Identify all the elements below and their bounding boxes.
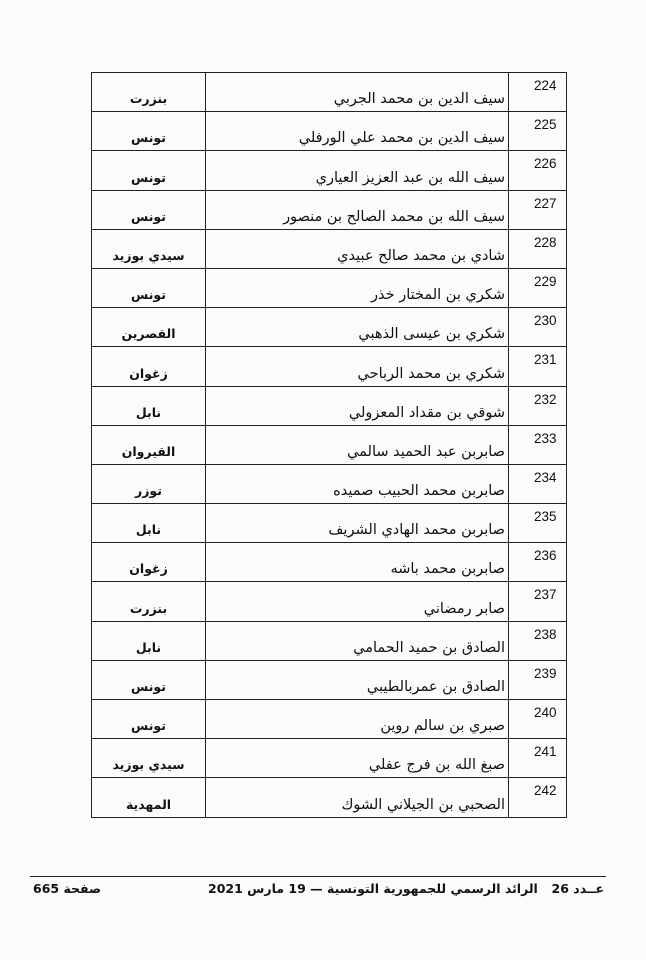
- table-row: [92, 543, 567, 582]
- number-cell: 229: [509, 268, 567, 307]
- number-cell: 235: [509, 504, 567, 543]
- names-table: [91, 72, 567, 818]
- name-cell: شكري بن عيسى الذهبي: [206, 308, 509, 347]
- governorate-cell: سيدي بوزيد: [92, 739, 206, 778]
- governorate-cell: نابل: [92, 621, 206, 660]
- governorate-cell: بنزرت: [92, 582, 206, 621]
- number-cell: 226: [509, 151, 567, 190]
- names-table-body: [92, 73, 567, 818]
- governorate-cell: القصرين: [92, 308, 206, 347]
- number-cell: 233: [509, 425, 567, 464]
- table-row: [92, 660, 567, 699]
- footer-journal-title: الرائد الرسمي للجمهورية التونسية — 19 مارس 2021: [208, 881, 538, 896]
- name-cell: صابر رمضاني: [206, 582, 509, 621]
- number-cell: 231: [509, 347, 567, 386]
- table-row: [92, 347, 567, 386]
- table-row: [92, 504, 567, 543]
- table-row: [92, 778, 567, 817]
- governorate-cell: تونس: [92, 112, 206, 151]
- governorate-cell: توزر: [92, 464, 206, 503]
- governorate-cell: تونس: [92, 660, 206, 699]
- name-cell: سيف الدين بن محمد الجربي: [206, 73, 509, 112]
- name-cell: صبري بن سالم روين: [206, 700, 509, 739]
- table-row: [92, 308, 567, 347]
- name-cell: الصادق بن حميد الحمامي: [206, 621, 509, 660]
- table-row: [92, 229, 567, 268]
- governorate-cell: تونس: [92, 190, 206, 229]
- number-cell: 230: [509, 308, 567, 347]
- governorate-cell: تونس: [92, 151, 206, 190]
- number-cell: 227: [509, 190, 567, 229]
- number-cell: 239: [509, 660, 567, 699]
- governorate-cell: زغوان: [92, 347, 206, 386]
- table-row: [92, 190, 567, 229]
- governorate-cell: سيدي بوزيد: [92, 229, 206, 268]
- table-row: [92, 621, 567, 660]
- governorate-cell: بنزرت: [92, 73, 206, 112]
- governorate-cell: تونس: [92, 268, 206, 307]
- number-cell: 242: [509, 778, 567, 817]
- name-cell: صابربن محمد باشه: [206, 543, 509, 582]
- name-cell: الصحبي بن الجيلاني الشوك: [206, 778, 509, 817]
- table-row: [92, 73, 567, 112]
- table-row: [92, 582, 567, 621]
- footer-issue-number: عــدد 26: [551, 881, 604, 896]
- name-cell: شادي بن محمد صالح عبيدي: [206, 229, 509, 268]
- governorate-cell: تونس: [92, 700, 206, 739]
- number-cell: 237: [509, 582, 567, 621]
- number-cell: 238: [509, 621, 567, 660]
- table-row: [92, 386, 567, 425]
- name-cell: صابربن عبد الحميد سالمي: [206, 425, 509, 464]
- governorate-cell: نابل: [92, 386, 206, 425]
- number-cell: 236: [509, 543, 567, 582]
- number-cell: 228: [509, 229, 567, 268]
- table-row: [92, 112, 567, 151]
- table-row: [92, 464, 567, 503]
- table-row: [92, 151, 567, 190]
- table-row: [92, 268, 567, 307]
- name-cell: صابربن محمد الحبيب صميده: [206, 464, 509, 503]
- name-cell: شكري بن محمد الرباحي: [206, 347, 509, 386]
- number-cell: 225: [509, 112, 567, 151]
- name-cell: سيف الله بن عبد العزيز العياري: [206, 151, 509, 190]
- number-cell: 224: [509, 73, 567, 112]
- governorate-cell: القيروان: [92, 425, 206, 464]
- name-cell: شوقي بن مقداد المعزولي: [206, 386, 509, 425]
- name-cell: سيف الله بن محمد الصالح بن منصور: [206, 190, 509, 229]
- number-cell: 234: [509, 464, 567, 503]
- governorate-cell: زغوان: [92, 543, 206, 582]
- footer-page-number: صفحة 665: [33, 881, 102, 896]
- footer-rule: [30, 876, 606, 877]
- number-cell: 241: [509, 739, 567, 778]
- governorate-cell: المهدية: [92, 778, 206, 817]
- governorate-cell: نابل: [92, 504, 206, 543]
- name-cell: سيف الدين بن محمد علي الورفلي: [206, 112, 509, 151]
- name-cell: صبغ الله بن فرج عفلي: [206, 739, 509, 778]
- number-cell: 240: [509, 700, 567, 739]
- name-cell: الصادق بن عمربالطيبي: [206, 660, 509, 699]
- table-row: [92, 739, 567, 778]
- name-cell: شكري بن المختار خذر: [206, 268, 509, 307]
- name-cell: صابربن محمد الهادي الشريف: [206, 504, 509, 543]
- number-cell: 232: [509, 386, 567, 425]
- table-row: [92, 425, 567, 464]
- table-row: [92, 700, 567, 739]
